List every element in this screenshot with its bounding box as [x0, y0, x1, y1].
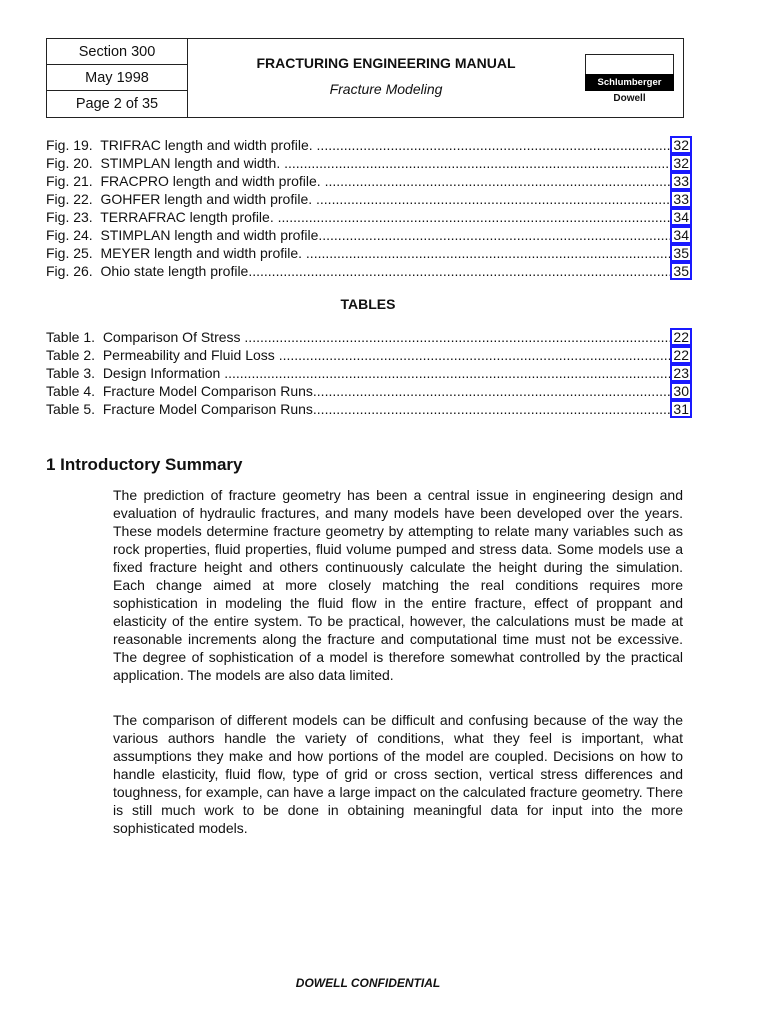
toc-label: Fig. 19. TRIFRAC length and width profile. [46, 137, 317, 153]
page-link[interactable]: 22 [670, 346, 692, 364]
leader [322, 226, 670, 244]
leader [278, 208, 671, 226]
page-link[interactable]: 34 [670, 226, 692, 244]
toc-entry [46, 244, 692, 262]
toc-entry [46, 154, 692, 172]
leader [313, 382, 671, 400]
toc-label: Fig. 24. STIMPLAN length and width profile. [46, 227, 323, 243]
toc-entry [46, 328, 692, 346]
paragraph: The comparison of different models can be difficult and confusing because of the way the various authors handle the variety of conditions, what they feel is important, what assumptions they make and how portions of the model are coupled. Decisions on how to handle elasticity, fluid flow, type of grid or cross section, vertical stress differences and toughness, for example, can have a large impact on the calculated fracture geometry. There is still much work to be done in obtaining meaningful data for input into the more sophisticated models. [113, 712, 683, 836]
page-link[interactable]: 22 [670, 328, 692, 346]
toc-entry [46, 364, 692, 382]
toc-entry [46, 226, 692, 244]
page-link[interactable]: 32 [670, 154, 692, 172]
toc-label: Fig. 20. STIMPLAN length and width. [46, 155, 285, 171]
manual-title: FRACTURING ENGINEERING MANUAL [256, 55, 516, 71]
date: May 1998 [47, 65, 187, 91]
logo-brand: Schlumberger [585, 74, 674, 91]
leader [284, 154, 670, 172]
page-link[interactable]: 33 [670, 190, 692, 208]
toc-entry [46, 262, 692, 280]
leader [279, 346, 671, 364]
table-list [46, 328, 692, 418]
toc-entry [46, 208, 692, 226]
leader [317, 136, 671, 154]
toc-entry [46, 136, 692, 154]
toc-label: Table 3. Design Information [46, 365, 225, 381]
leader [306, 244, 671, 262]
manual-subtitle: Fracture Modeling [329, 81, 443, 97]
logo-box [585, 54, 674, 74]
page-link[interactable]: 35 [670, 262, 692, 280]
page-link[interactable]: 35 [670, 244, 692, 262]
page-link[interactable]: 23 [670, 364, 692, 382]
toc-label: Table 4. Fracture Model Comparison Runs [46, 383, 313, 399]
toc-label: Fig. 23. TERRAFRAC length profile. [46, 209, 278, 225]
toc-entry [46, 382, 692, 400]
footer: DOWELL CONFIDENTIAL [295, 976, 441, 990]
toc-label: Table 5. Fracture Model Comparison Runs [46, 401, 313, 417]
page-link[interactable]: 31 [670, 400, 692, 418]
toc-entry [46, 400, 692, 418]
section-heading: 1 Introductory Summary [46, 455, 243, 474]
page-link[interactable]: 33 [670, 172, 692, 190]
leader [248, 262, 670, 280]
page-link[interactable]: 34 [670, 208, 692, 226]
toc-label: Fig. 26. Ohio state length profile [46, 263, 249, 279]
figure-list [46, 136, 692, 280]
page-link[interactable]: 32 [670, 136, 692, 154]
toc-label: Fig. 22. GOHFER length and width profile. [46, 191, 317, 207]
leader [325, 172, 671, 190]
logo-sub: Dowell [613, 93, 646, 104]
leader [316, 190, 670, 208]
leader [244, 328, 670, 346]
toc-label: Fig. 25. MEYER length and width profile. [46, 245, 306, 261]
page-header [46, 38, 684, 118]
section-number: Section 300 [47, 39, 187, 65]
header-info [47, 39, 188, 117]
toc-label: Fig. 21. FRACPRO length and width profile. [46, 173, 325, 189]
paragraph: The prediction of fracture geometry has been a central issue in engineering design and evaluation of hydraulic fractures, and many models have been developed over the years. These models determine fracture geometry by attempting to relate many variables such as rock properties, fluid properties, fluid volume pumped and stress data. Some models use a fixed fracture height and others continuously calculate the height during the simulation. Each change aimed at more closely matching the real conditions requires more sophistication in modeling the fluid flow in the entire fracture, effect of proppant and elasticity of the entire system. To be practical, however, the calculations must be made at reasonable increments along the fracture and computational time must not be excessive. The degree of sophistication of a model is therefore somewhat controlled by the practical application. The models are also data limited. [113, 487, 683, 683]
toc-entry [46, 190, 692, 208]
leader [224, 364, 670, 382]
page-number: Page 2 of 35 [75, 96, 159, 112]
tables-heading: TABLES [340, 296, 396, 312]
leader [313, 400, 671, 418]
toc-entry [46, 346, 692, 364]
schlumberger-logo [585, 54, 674, 104]
toc-entry [46, 172, 692, 190]
toc-label: Table 1. Comparison Of Stress [46, 329, 245, 345]
page-link[interactable]: 30 [670, 382, 692, 400]
toc-label: Table 2. Permeability and Fluid Loss [46, 347, 279, 363]
